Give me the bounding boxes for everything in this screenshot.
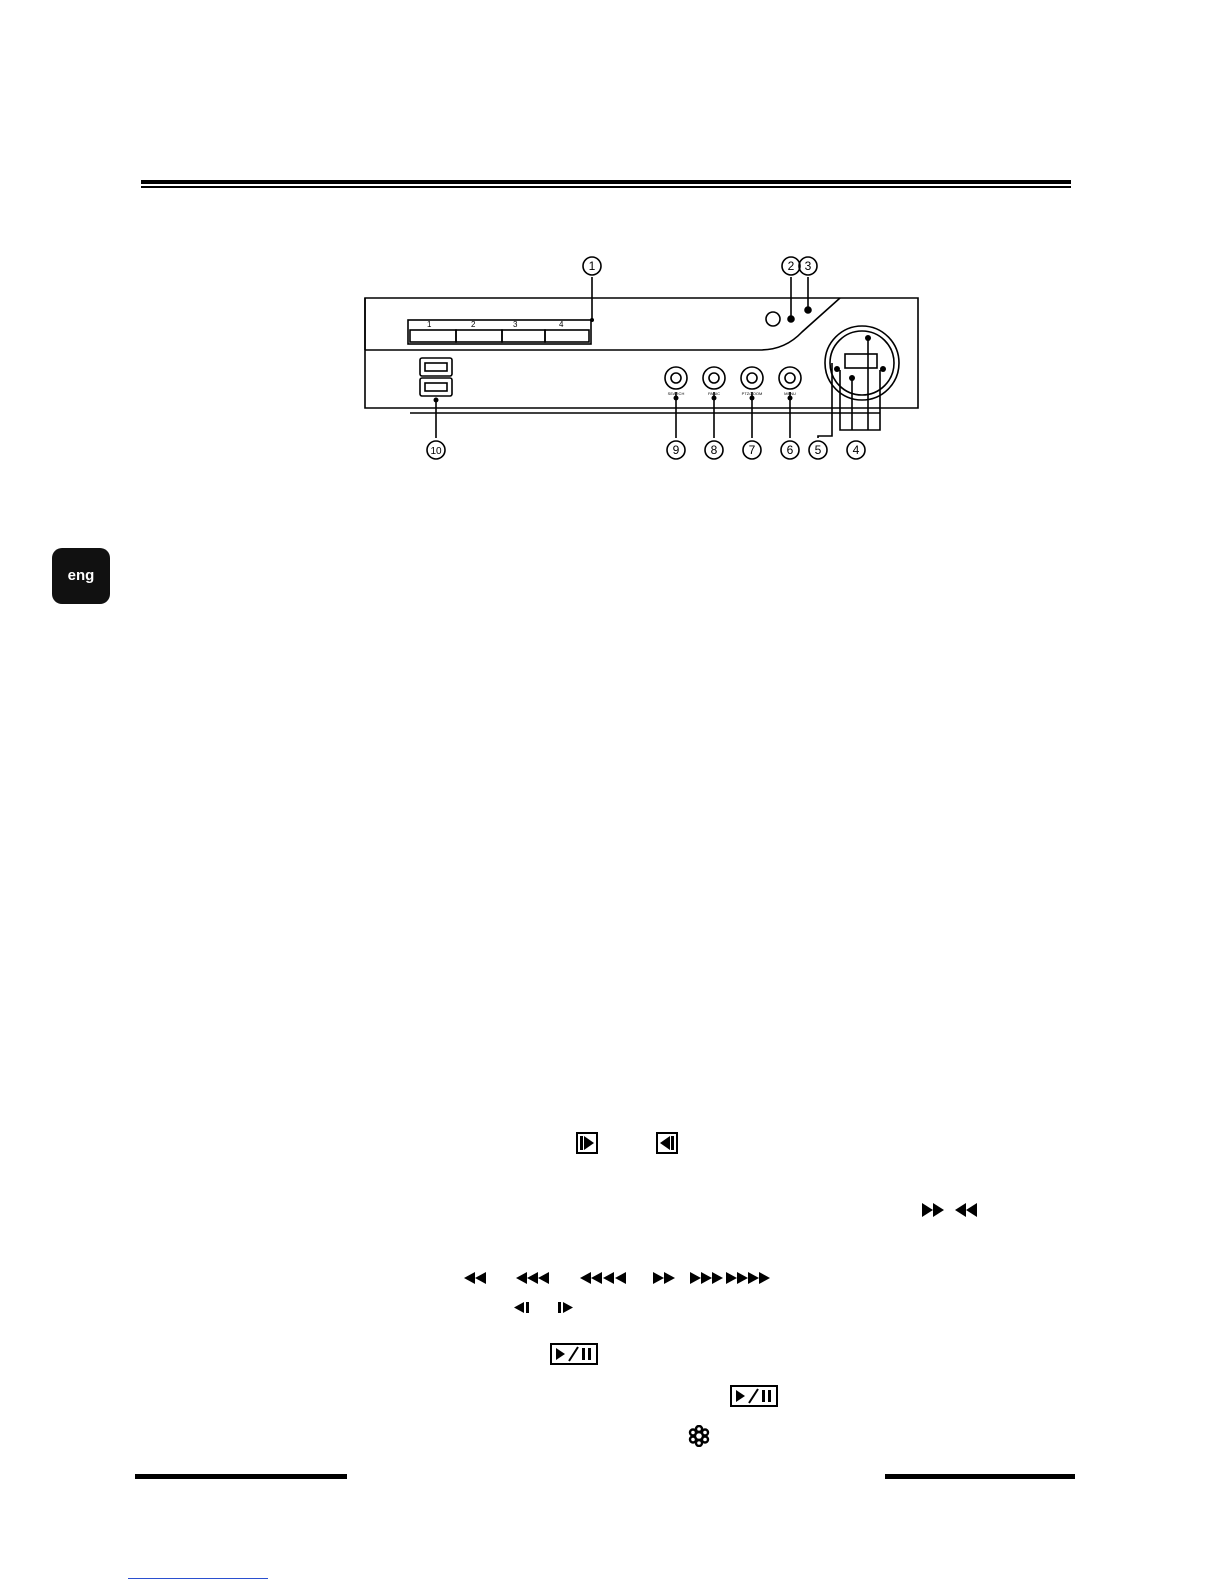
callout-6: 6 [786, 443, 794, 457]
dvr-front-panel-diagram [340, 250, 940, 465]
rewind-x2-icon [464, 1272, 486, 1284]
header-rule-thin [141, 186, 1071, 188]
callout-3: 3 [804, 259, 812, 273]
step-backward-icon [514, 1302, 530, 1313]
ptz-zoom-caption: PTZ/ZOOM [741, 391, 763, 396]
language-tab[interactable]: eng [52, 548, 110, 604]
tray-button-3-label: 3 [513, 320, 518, 329]
callout-7: 7 [748, 443, 756, 457]
panic-caption: PANIC [708, 391, 720, 396]
forward-x4-icon [726, 1272, 770, 1284]
play-pause-icon [550, 1343, 598, 1365]
fast-forward-icon [922, 1203, 944, 1217]
rewind-x3-icon [516, 1272, 549, 1284]
callout-1: 1 [588, 259, 596, 273]
forward-x2-icon [653, 1272, 675, 1284]
rewind-icon [955, 1203, 977, 1217]
rewind-x4-icon [580, 1272, 626, 1284]
tray-button-1-label: 1 [427, 320, 432, 329]
footer-link-underline[interactable] [128, 1578, 268, 1579]
frame-backward-icon [656, 1132, 678, 1154]
play-pause-icon-2 [730, 1385, 778, 1407]
footer-rule-left [135, 1474, 347, 1479]
tray-button-4-label: 4 [559, 320, 564, 329]
callout-5: 5 [814, 443, 822, 457]
header-rule-thick [141, 180, 1071, 184]
menu-caption: MENU [784, 391, 796, 396]
footer-rule-right [885, 1474, 1075, 1479]
tray-button-2-label: 2 [471, 320, 476, 329]
callout-4: 4 [852, 443, 860, 457]
frame-forward-icon [576, 1132, 598, 1154]
setup-icon [688, 1425, 710, 1447]
step-forward-icon [558, 1302, 574, 1313]
callout-8: 8 [710, 443, 718, 457]
forward-x3-icon [690, 1272, 723, 1284]
callout-10: 10 [430, 446, 442, 457]
callout-2: 2 [787, 259, 795, 273]
search-caption: SEARCH [667, 391, 685, 396]
callout-9: 9 [672, 443, 680, 457]
